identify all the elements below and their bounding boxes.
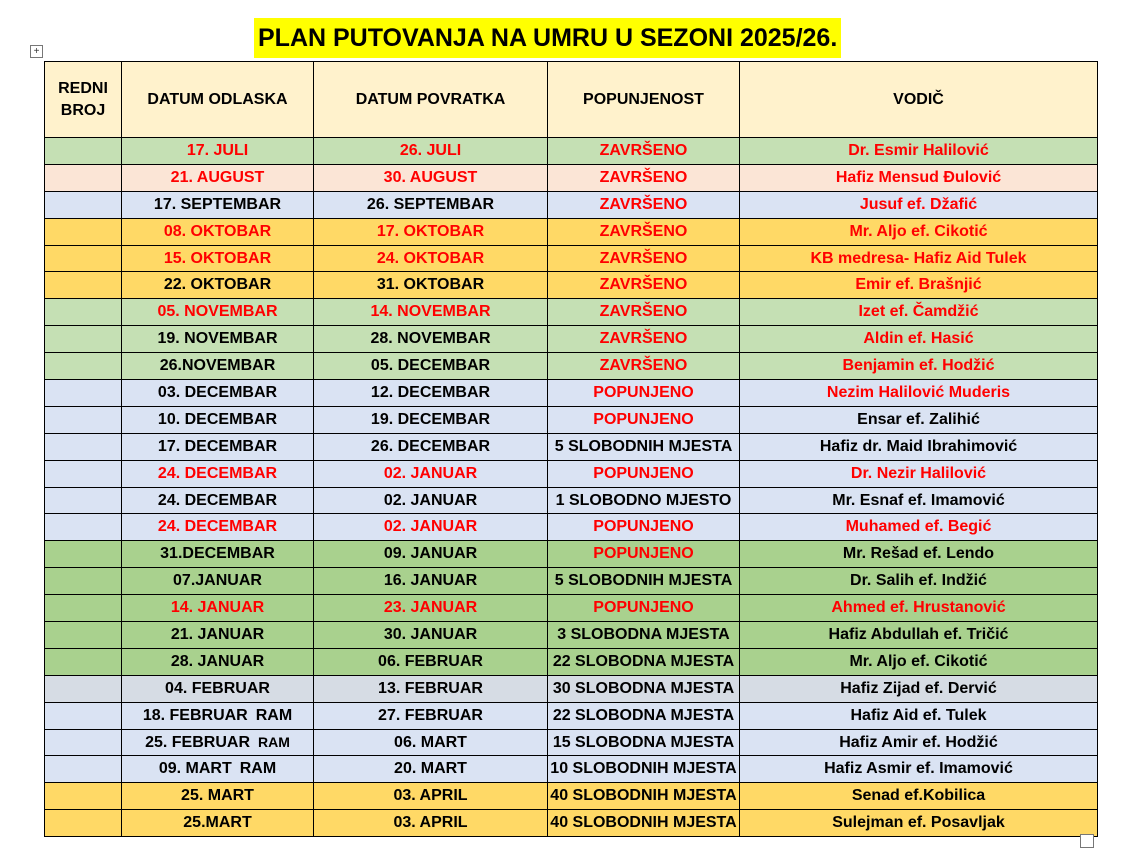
cell-vodic: Aldin ef. Hasić: [740, 326, 1098, 353]
cell-datum-odlaska: [122, 326, 314, 353]
cell-popunjenost: 15 SLOBODNA MJESTA: [548, 729, 740, 756]
cell-vodic: Emir ef. Brašnjić: [740, 272, 1098, 299]
cell-datum-povratka: 17. OKTOBAR: [314, 218, 548, 245]
datum-odlaska-text: 21. AUGUST: [170, 168, 265, 186]
cell-vodic: Izet ef. Čamdžić: [740, 299, 1098, 326]
cell-redni-broj: [45, 810, 122, 837]
datum-odlaska-text: 21. JANUAR: [170, 625, 265, 643]
cell-vodic: Senad ef.Kobilica: [740, 783, 1098, 810]
cell-vodic: Ensar ef. Zalihić: [740, 406, 1098, 433]
table-row: [45, 460, 1098, 487]
cell-datum-povratka: 02. JANUAR: [314, 487, 548, 514]
cell-datum-odlaska: [122, 138, 314, 165]
datum-odlaska-text: 24. DECEMBAR: [157, 491, 278, 509]
cell-datum-povratka: 26. JULI: [314, 138, 548, 165]
cell-vodic: Muhamed ef. Begić: [740, 514, 1098, 541]
cell-redni-broj: [45, 756, 122, 783]
cell-popunjenost: 1 SLOBODNO MJESTO: [548, 487, 740, 514]
cell-datum-odlaska: [122, 595, 314, 622]
cell-datum-odlaska: [122, 783, 314, 810]
datum-odlaska-text: 25. MART: [181, 787, 254, 805]
table-row: [45, 514, 1098, 541]
table-row: [45, 326, 1098, 353]
cell-datum-odlaska: [122, 164, 314, 191]
cell-datum-povratka: 26. SEPTEMBAR: [314, 191, 548, 218]
cell-datum-odlaska: [122, 729, 314, 756]
cell-popunjenost: 30 SLOBODNA MJESTA: [548, 675, 740, 702]
table-row: [45, 406, 1098, 433]
cell-popunjenost: ZAVRŠENO: [548, 164, 740, 191]
cell-datum-povratka: 27. FEBRUAR: [314, 702, 548, 729]
cell-redni-broj: [45, 675, 122, 702]
cell-datum-odlaska: [122, 756, 314, 783]
table-row: [45, 568, 1098, 595]
cell-popunjenost: 5 SLOBODNIH MJESTA: [548, 568, 740, 595]
cell-popunjenost: 5 SLOBODNIH MJESTA: [548, 433, 740, 460]
cell-datum-povratka: 03. APRIL: [314, 810, 548, 837]
cell-redni-broj: [45, 406, 122, 433]
cell-redni-broj: [45, 380, 122, 407]
datum-odlaska-text: 14. JANUAR: [170, 599, 265, 617]
cell-vodic: Dr. Nezir Halilović: [740, 460, 1098, 487]
cell-datum-odlaska: [122, 675, 314, 702]
header-vodic: VODIČ: [740, 62, 1098, 138]
cell-vodic: Hafiz Asmir ef. Imamović: [740, 756, 1098, 783]
cell-vodic: Nezim Halilović Muderis: [740, 380, 1098, 407]
cell-redni-broj: [45, 326, 122, 353]
cell-datum-povratka: 24. OKTOBAR: [314, 245, 548, 272]
ram-label: RAM: [239, 760, 277, 778]
table-row: [45, 138, 1098, 165]
cell-datum-povratka: 28. NOVEMBAR: [314, 326, 548, 353]
datum-odlaska-text: 03. DECEMBAR: [157, 383, 278, 401]
cell-redni-broj: [45, 433, 122, 460]
cell-redni-broj: [45, 702, 122, 729]
table-row: [45, 245, 1098, 272]
header-popunjenost: POPUNJENOST: [548, 62, 740, 138]
cell-datum-odlaska: [122, 406, 314, 433]
table-row: [45, 702, 1098, 729]
cell-redni-broj: [45, 514, 122, 541]
header-redni-broj: [45, 62, 122, 138]
table-row: [45, 622, 1098, 649]
datum-odlaska-text: 28. JANUAR: [170, 652, 265, 670]
table-row: [45, 380, 1098, 407]
datum-odlaska-text: 25.MART: [183, 814, 252, 832]
move-handle-icon[interactable]: +: [30, 45, 43, 58]
cell-redni-broj: [45, 191, 122, 218]
datum-odlaska-text: 09. MART: [158, 760, 232, 778]
cell-datum-odlaska: [122, 514, 314, 541]
cell-redni-broj: [45, 164, 122, 191]
cell-vodic: Dr. Salih ef. Indžić: [740, 568, 1098, 595]
cell-popunjenost: POPUNJENO: [548, 380, 740, 407]
cell-popunjenost: POPUNJENO: [548, 514, 740, 541]
datum-odlaska-text: 08. OKTOBAR: [163, 222, 272, 240]
cell-vodic: Hafiz Amir ef. Hodžić: [740, 729, 1098, 756]
header-redni-broj-line1: REDNI: [58, 79, 108, 97]
cell-redni-broj: [45, 218, 122, 245]
cell-datum-odlaska: [122, 218, 314, 245]
datum-odlaska-text: 17. DECEMBAR: [157, 437, 278, 455]
cell-redni-broj: [45, 299, 122, 326]
cell-datum-povratka: 26. DECEMBAR: [314, 433, 548, 460]
cell-datum-povratka: 05. DECEMBAR: [314, 353, 548, 380]
cell-vodic: Hafiz Abdullah ef. Tričić: [740, 622, 1098, 649]
cell-popunjenost: ZAVRŠENO: [548, 191, 740, 218]
table-row: [45, 353, 1098, 380]
cell-popunjenost: ZAVRŠENO: [548, 299, 740, 326]
cell-datum-odlaska: [122, 353, 314, 380]
cell-datum-povratka: 12. DECEMBAR: [314, 380, 548, 407]
cell-datum-odlaska: [122, 460, 314, 487]
cell-datum-odlaska: [122, 191, 314, 218]
cell-redni-broj: [45, 595, 122, 622]
datum-odlaska-text: 05. NOVEMBAR: [157, 303, 278, 321]
cell-redni-broj: [45, 729, 122, 756]
table-row: [45, 487, 1098, 514]
datum-odlaska-text: 07.JANUAR: [173, 572, 262, 590]
cell-datum-povratka: 31. OKTOBAR: [314, 272, 548, 299]
cell-redni-broj: [45, 138, 122, 165]
datum-odlaska-text: 18. FEBRUAR: [142, 706, 248, 724]
datum-odlaska-text: 17. JULI: [186, 141, 249, 159]
datum-odlaska-text: 25. FEBRUAR: [145, 734, 250, 752]
umrah-schedule-table: [44, 61, 1098, 837]
cell-datum-povratka: 02. JANUAR: [314, 460, 548, 487]
page-title: PLAN PUTOVANJA NA UMRU U SEZONI 2025/26.: [254, 18, 841, 58]
cell-redni-broj: [45, 541, 122, 568]
cell-datum-povratka: 20. MART: [314, 756, 548, 783]
cell-vodic: Hafiz Mensud Đulović: [740, 164, 1098, 191]
datum-odlaska-text: 17. SEPTEMBAR: [153, 195, 282, 213]
ram-label: RAM: [255, 706, 293, 724]
cell-redni-broj: [45, 353, 122, 380]
table-row: [45, 729, 1098, 756]
table-row: [45, 299, 1098, 326]
cell-redni-broj: [45, 783, 122, 810]
cell-datum-odlaska: [122, 541, 314, 568]
cell-datum-povratka: 16. JANUAR: [314, 568, 548, 595]
cell-popunjenost: POPUNJENO: [548, 406, 740, 433]
cell-popunjenost: ZAVRŠENO: [548, 245, 740, 272]
table-row: [45, 675, 1098, 702]
cell-vodic: Hafiz Aid ef. Tulek: [740, 702, 1098, 729]
cell-datum-odlaska: [122, 433, 314, 460]
datum-odlaska-text: 24. DECEMBAR: [157, 464, 278, 482]
header-datum-povratka: DATUM POVRATKA: [314, 62, 548, 138]
cell-datum-povratka: 30. AUGUST: [314, 164, 548, 191]
cell-vodic: Mr. Aljo ef. Cikotić: [740, 218, 1098, 245]
datum-odlaska-text: 22. OKTOBAR: [163, 276, 272, 294]
cell-datum-odlaska: [122, 299, 314, 326]
table-row: [45, 595, 1098, 622]
header-redni-broj-line2: BROJ: [60, 101, 106, 119]
cell-vodic: Hafiz dr. Maid Ibrahimović: [740, 433, 1098, 460]
cell-redni-broj: [45, 245, 122, 272]
cell-vodic: Ahmed ef. Hrustanović: [740, 595, 1098, 622]
resize-handle-icon[interactable]: [1080, 834, 1094, 848]
datum-odlaska-text: 24. DECEMBAR: [157, 518, 278, 536]
cell-datum-povratka: 14. NOVEMBAR: [314, 299, 548, 326]
table-header-row: [45, 62, 1098, 138]
cell-datum-odlaska: [122, 810, 314, 837]
cell-datum-povratka: 09. JANUAR: [314, 541, 548, 568]
cell-vodic: Mr. Esnaf ef. Imamović: [740, 487, 1098, 514]
cell-popunjenost: 40 SLOBODNIH MJESTA: [548, 783, 740, 810]
table-row: [45, 810, 1098, 837]
table-row: [45, 541, 1098, 568]
table-row: [45, 433, 1098, 460]
cell-datum-povratka: 03. APRIL: [314, 783, 548, 810]
cell-popunjenost: 3 SLOBODNA MJESTA: [548, 622, 740, 649]
table-row: [45, 191, 1098, 218]
table-row: [45, 756, 1098, 783]
cell-datum-povratka: 23. JANUAR: [314, 595, 548, 622]
cell-popunjenost: POPUNJENO: [548, 460, 740, 487]
cell-vodic: Benjamin ef. Hodžić: [740, 353, 1098, 380]
cell-datum-povratka: 13. FEBRUAR: [314, 675, 548, 702]
header-datum-odlaska: DATUM ODLASKA: [122, 62, 314, 138]
cell-vodic: Hafiz Zijad ef. Dervić: [740, 675, 1098, 702]
ram-label: RAM: [258, 734, 290, 751]
cell-datum-povratka: 06. MART: [314, 729, 548, 756]
table-row: [45, 272, 1098, 299]
cell-redni-broj: [45, 622, 122, 649]
datum-odlaska-text: 26.NOVEMBAR: [159, 357, 276, 375]
table-row: [45, 783, 1098, 810]
datum-odlaska-text: 15. OKTOBAR: [163, 249, 272, 267]
cell-datum-povratka: 06. FEBRUAR: [314, 648, 548, 675]
cell-datum-odlaska: [122, 622, 314, 649]
cell-datum-povratka: 02. JANUAR: [314, 514, 548, 541]
cell-popunjenost: 40 SLOBODNIH MJESTA: [548, 810, 740, 837]
cell-redni-broj: [45, 487, 122, 514]
table-row: [45, 648, 1098, 675]
cell-vodic: Mr. Aljo ef. Cikotić: [740, 648, 1098, 675]
cell-redni-broj: [45, 648, 122, 675]
cell-redni-broj: [45, 460, 122, 487]
cell-vodic: Sulejman ef. Posavljak: [740, 810, 1098, 837]
cell-datum-odlaska: [122, 245, 314, 272]
cell-datum-povratka: 30. JANUAR: [314, 622, 548, 649]
datum-odlaska-text: 31.DECEMBAR: [160, 545, 275, 563]
cell-popunjenost: ZAVRŠENO: [548, 353, 740, 380]
datum-odlaska-text: 10. DECEMBAR: [157, 410, 278, 428]
cell-redni-broj: [45, 568, 122, 595]
cell-popunjenost: ZAVRŠENO: [548, 272, 740, 299]
cell-popunjenost: 22 SLOBODNA MJESTA: [548, 702, 740, 729]
cell-vodic: Jusuf ef. Džafić: [740, 191, 1098, 218]
table-row: [45, 218, 1098, 245]
cell-datum-povratka: 19. DECEMBAR: [314, 406, 548, 433]
cell-vodic: Dr. Esmir Halilović: [740, 138, 1098, 165]
cell-redni-broj: [45, 272, 122, 299]
cell-datum-odlaska: [122, 568, 314, 595]
cell-popunjenost: POPUNJENO: [548, 541, 740, 568]
datum-odlaska-text: 04. FEBRUAR: [165, 679, 270, 697]
cell-popunjenost: 22 SLOBODNA MJESTA: [548, 648, 740, 675]
cell-popunjenost: POPUNJENO: [548, 595, 740, 622]
cell-vodic: KB medresa- Hafiz Aid Tulek: [740, 245, 1098, 272]
cell-datum-odlaska: [122, 648, 314, 675]
datum-odlaska-text: 19. NOVEMBAR: [157, 330, 278, 348]
cell-datum-odlaska: [122, 702, 314, 729]
cell-popunjenost: ZAVRŠENO: [548, 218, 740, 245]
cell-datum-odlaska: [122, 487, 314, 514]
cell-datum-odlaska: [122, 380, 314, 407]
cell-popunjenost: ZAVRŠENO: [548, 326, 740, 353]
cell-popunjenost: 10 SLOBODNIH MJESTA: [548, 756, 740, 783]
cell-datum-odlaska: [122, 272, 314, 299]
table-row: [45, 164, 1098, 191]
cell-vodic: Mr. Rešad ef. Lendo: [740, 541, 1098, 568]
cell-popunjenost: ZAVRŠENO: [548, 138, 740, 165]
